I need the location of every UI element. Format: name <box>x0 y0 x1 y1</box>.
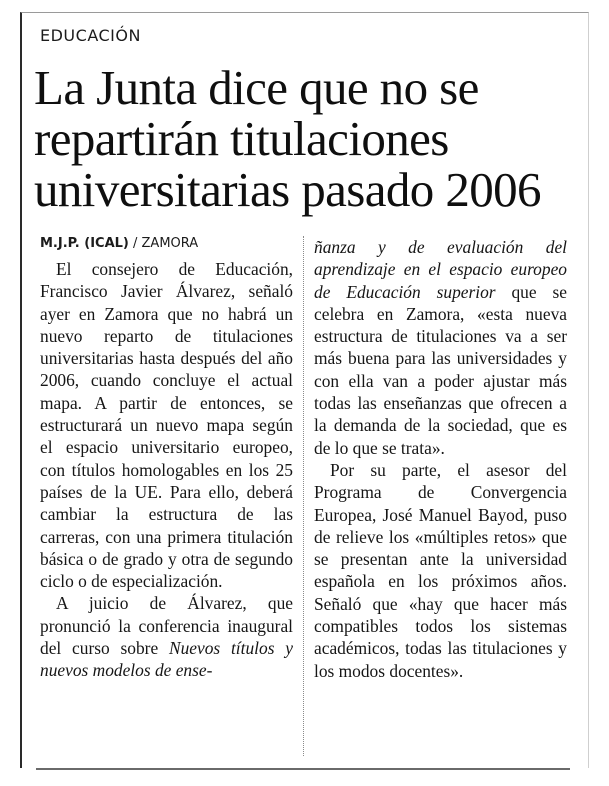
column-divider <box>303 236 304 756</box>
section-label: EDUCACIÓN <box>40 26 141 45</box>
byline-place: ZAMORA <box>141 236 199 251</box>
byline <box>40 236 198 251</box>
paragraph-2 <box>40 592 293 681</box>
paragraph-3: Por su parte, el asesor del Programa de Convergencia Europea, José Manuel Bayod, puso de relieve los «múltiples retos» que se presentan ante la universidad española en los próximos años. Señaló que «hay que hacer más compatibles todos los sistemas académicos, todas las titulaciones y los modos docentes». <box>314 459 567 681</box>
article-headline: La Junta dice que no se repartirán titulaciones universitarias pasado 2006 <box>34 60 541 217</box>
course-title-italic: Nuevos títulos y nuevos modelos de ense- <box>40 638 293 681</box>
article-column-2 <box>314 236 567 682</box>
paragraph-1: El consejero de Educación, Francisco Javier Álvarez, señaló ayer en Zamora que no habrá un nuevo reparto de titulaciones universitarias hasta después del año 2006, cuando concluye el actual mapa. A partir de entonces, se estructurará un nuevo mapa según el espacio universitario europeo, con títulos homologables en los 25 países de la UE. Para ello, deberá cambiar la estructura de las carreras, con una primera titulación básica o de grado y otra de segundo ciclo o de especialización. <box>40 259 293 592</box>
article-column-1 <box>40 258 293 682</box>
paragraph-2-text: A juicio de Álvarez, que pronunció la conferencia inaugural del curso sobre <box>40 593 293 659</box>
paragraph-2-continued-text: que se celebra en Zamora, «esta nueva estructura de titulaciones va a ser más buena para las universidades y con ella van a poder ajustar más todas las enseñanzas que ofrecen a la demanda de la sociedad, que es de lo que se trata». <box>314 281 567 458</box>
byline-author: M.J.P. (ICAL) <box>40 236 129 251</box>
course-title-italic-cont: ñanza y de evaluación del aprendizaje en el espacio europeo de Educación superior <box>314 237 567 302</box>
bottom-rule <box>36 768 570 770</box>
byline-separator: / <box>128 236 142 251</box>
paragraph-2-continued <box>314 236 567 459</box>
